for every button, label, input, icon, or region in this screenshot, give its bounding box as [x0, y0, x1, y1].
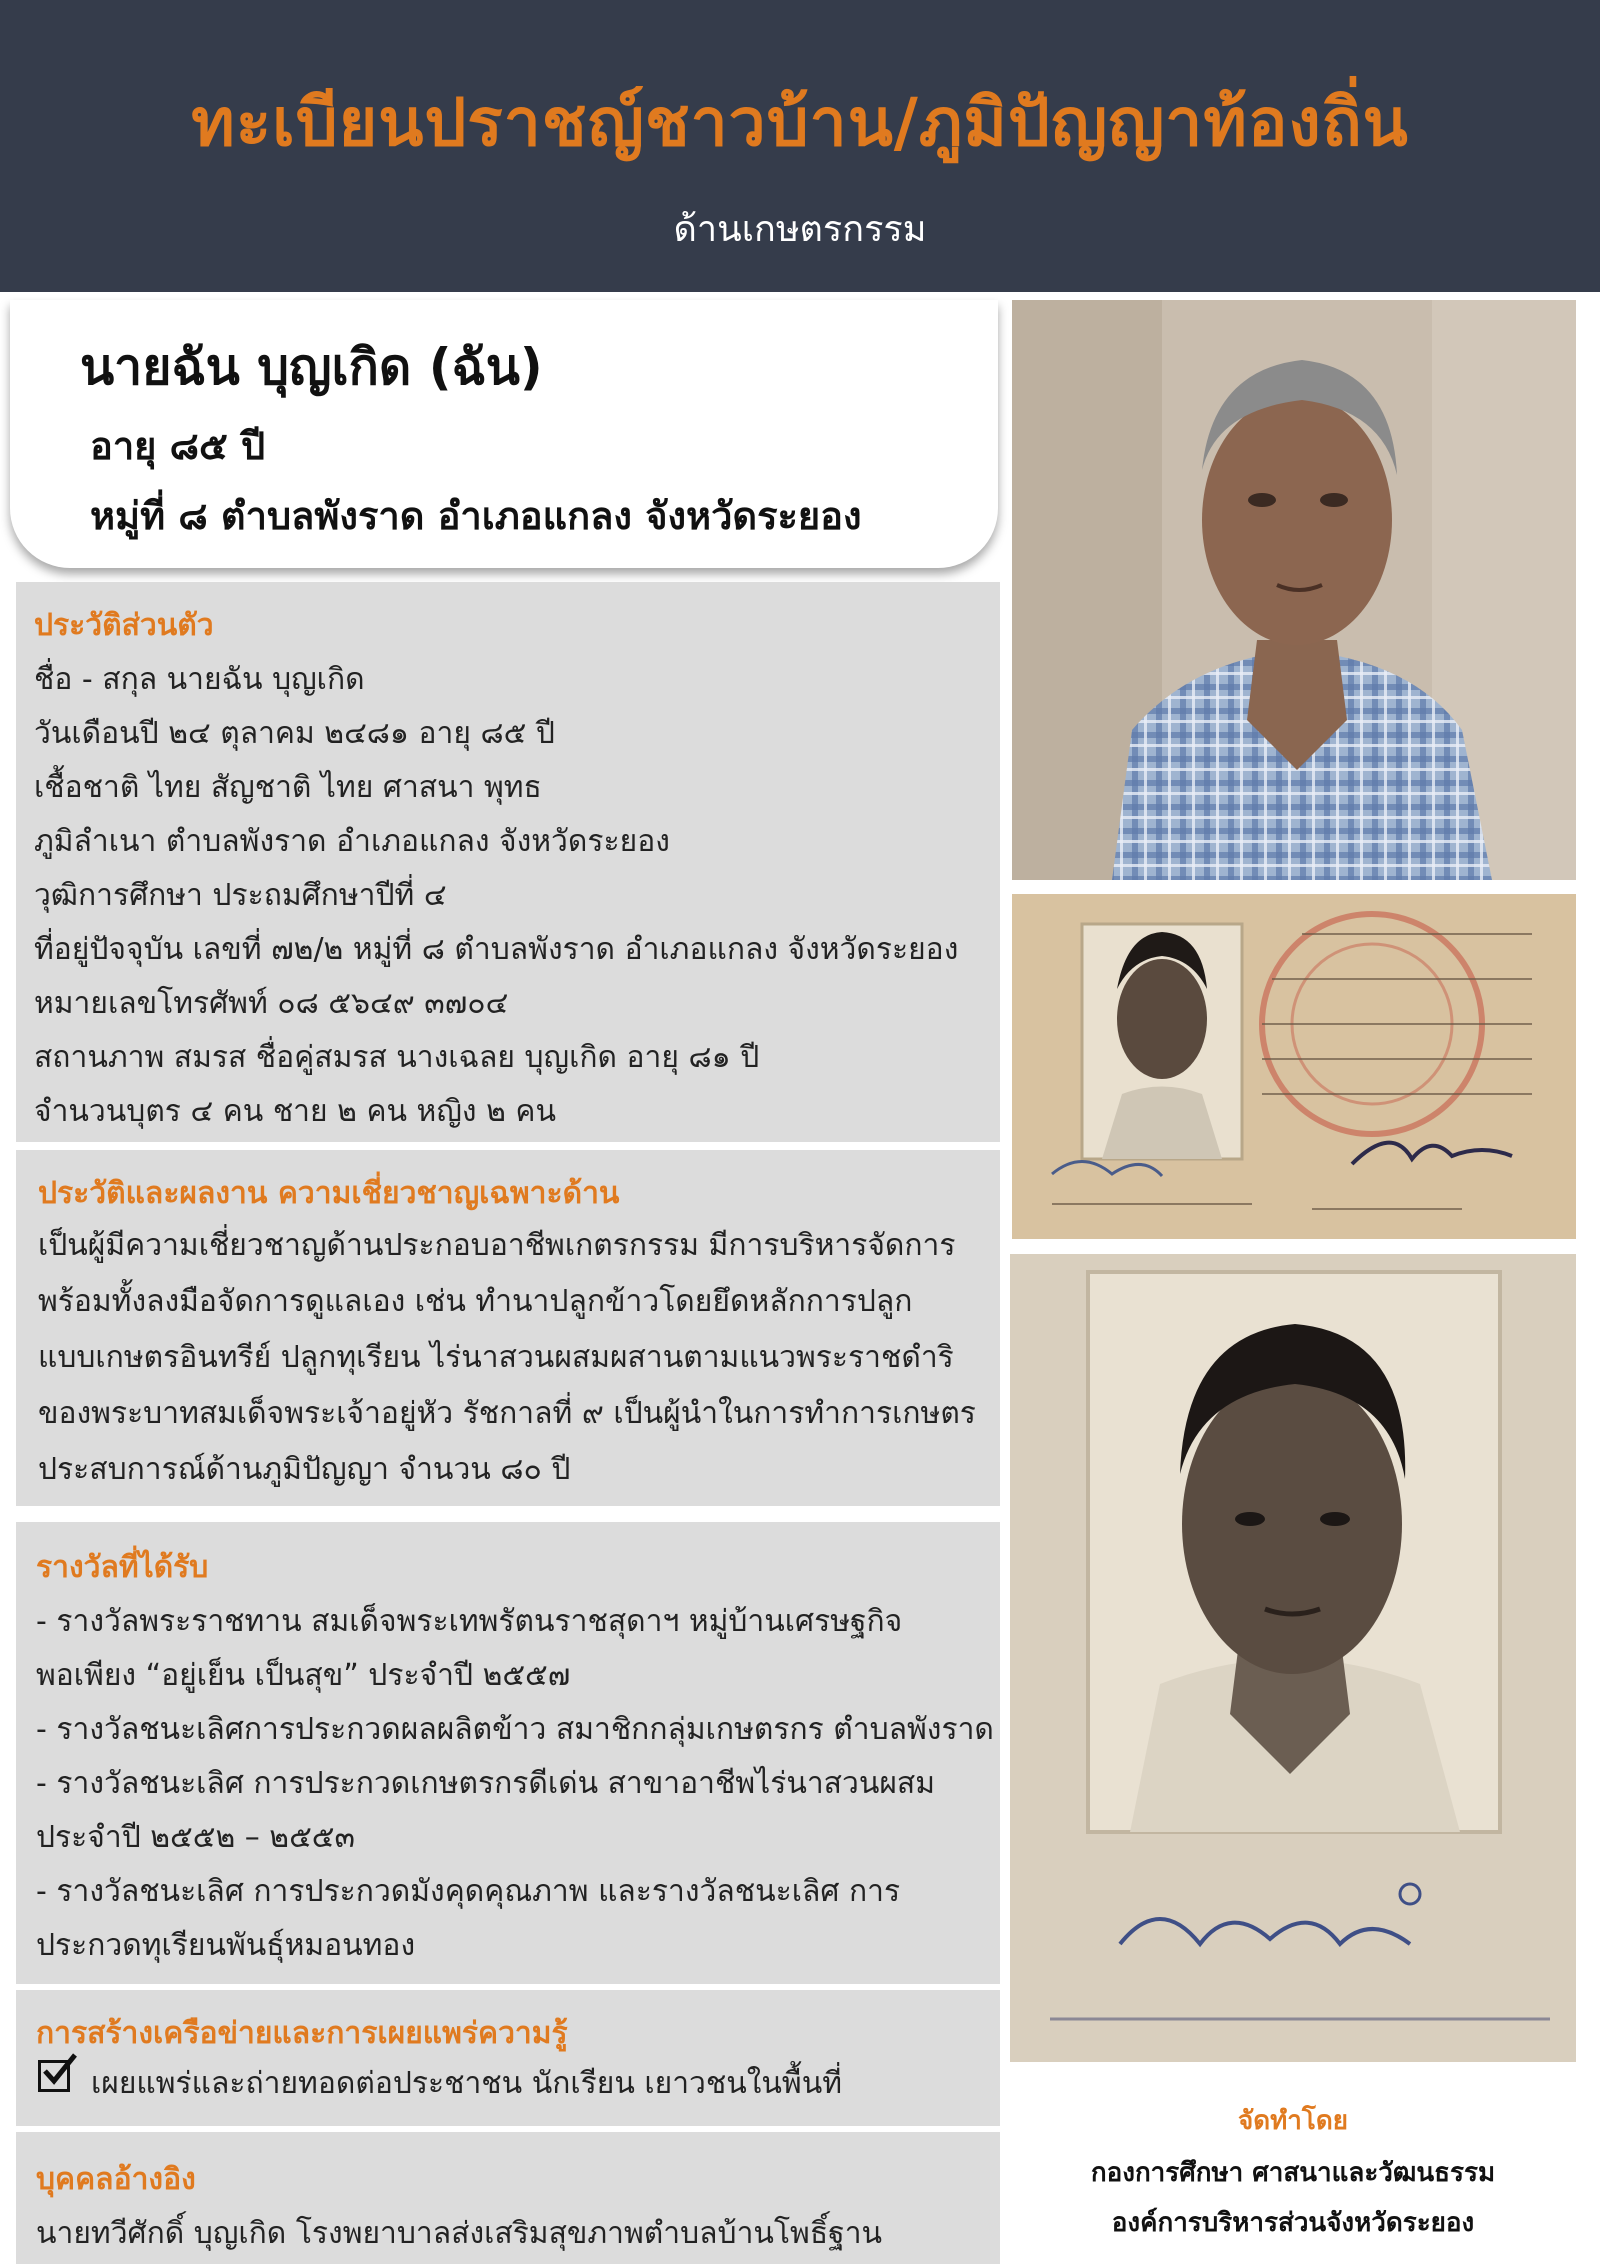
- award-line: พอเพียง “อยู่เย็น เป็นสุข” ประจำปี ๒๕๕๗: [36, 1658, 571, 1693]
- personal-info-line: ชื่อ - สกุล นายฉัน บุญเกิด: [34, 662, 365, 697]
- personal-info-panel: [16, 582, 1000, 1142]
- expertise-line: เป็นผู้มีความเชี่ยวชาญด้านประกอบอาชีพเกตรกรรม มีการบริหารจัดการ: [38, 1228, 956, 1263]
- personal-info-line: วันเดือนปี ๒๔ ตุลาคม ๒๔๘๑ อายุ ๘๕ ปี: [34, 716, 555, 751]
- network-heading: การสร้างเครือข่ายและการเผยแพร่ความรู้: [36, 2016, 568, 2051]
- reference-heading: บุคคลอ้างอิง: [36, 2162, 196, 2197]
- checkbox-checked-icon: [38, 2060, 70, 2092]
- credit-heading: จัดทำโดย: [1238, 2106, 1348, 2136]
- network-item: เผยแพร่และถ่ายทอดต่อประชาชน นักเรียน เยาวชนในพื้นที่: [91, 2066, 842, 2101]
- expertise-line: ประสบการณ์ด้านภูมิปัญญา จำนวน ๘๐ ปี: [38, 1452, 571, 1487]
- old-id-card-photo: [1012, 894, 1576, 1239]
- expertise-line: แบบเกษตรอินทรีย์ ปลูกทุเรียน ไร่นาสวนผสมผสานตามแนวพระราชดำริ: [38, 1340, 954, 1375]
- award-line: - รางวัลชนะเลิศ การประกวดมังคุดคุณภาพ และรางวัลชนะเลิศ การ: [36, 1874, 901, 1909]
- credit-line-1: กองการศึกษา ศาสนาและวัฒนธรรม: [1090, 2158, 1496, 2188]
- expertise-line: ของพระบาทสมเด็จพระเจ้าอยู่หัว รัชกาลที่ ๙ เป็นผู้นำในการทำการเกษตร: [38, 1396, 976, 1431]
- profile-card: [10, 300, 998, 568]
- personal-info-line: หมายเลขโทรศัพท์ ๐๘ ๕๖๔๙ ๓๗๐๔: [34, 986, 509, 1021]
- profile-age: อายุ ๘๕ ปี: [90, 424, 266, 468]
- expertise-panel: [16, 1150, 1000, 1506]
- credit-line-2: องค์การบริหารส่วนจังหวัดระยอง: [1111, 2208, 1475, 2238]
- reference-text: นายทวีศักดิ์ บุญเกิด โรงพยาบาลส่งเสริมสุขภาพตำบลบ้านโพธิ์ฐาน: [36, 2216, 883, 2251]
- profile-name: นายฉัน บุญเกิด (ฉัน): [80, 338, 543, 396]
- expertise-line: พร้อมทั้งลงมือจัดการดูแลเอง เช่น ทำนาปลูกข้าวโดยยึดหลักการปลูก: [38, 1284, 913, 1319]
- personal-info-line: เชื้อชาติ ไทย สัญชาติ ไทย ศาสนา พุทธ: [34, 770, 542, 805]
- personal-info-line: วุฒิการศึกษา ประถมศึกษาปีที่ ๔: [34, 878, 447, 913]
- portrait-photo: [1012, 300, 1576, 880]
- award-line: ประกวดทุเรียนพันธุ์หมอนทอง: [36, 1928, 416, 1963]
- award-line: ประจำปี ๒๕๕๒ – ๒๕๕๓: [36, 1820, 355, 1855]
- reference-panel: [16, 2132, 1000, 2264]
- network-panel: [16, 1990, 1000, 2126]
- expertise-heading: ประวัติและผลงาน ความเชี่ยวชาญเฉพาะด้าน: [38, 1176, 620, 1211]
- awards-panel: [16, 1522, 1000, 1984]
- page-title: ทะเบียนปราชญ์ชาวบ้าน/ภูมิปัญญาท้องถิ่น: [191, 84, 1409, 161]
- award-line: - รางวัลชนะเลิศ การประกวดเกษตรกรดีเด่น สาขาอาชีพไร่นาสวนผสม: [36, 1766, 936, 1801]
- personal-info-line: จำนวนบุตร ๔ คน ชาย ๒ คน หญิง ๒ คน: [34, 1094, 556, 1129]
- page-header: [0, 0, 1600, 292]
- personal-info-heading: ประวัติส่วนตัว: [34, 608, 214, 643]
- personal-info-line: ที่อยู่ปัจจุบัน เลขที่ ๗๒/๒ หมู่ที่ ๘ ตำบลพังราด อำเภอแกลง จังหวัดระยอง: [34, 932, 959, 967]
- profile-address: หมู่ที่ ๘ ตำบลพังราด อำเภอแกลง จังหวัดระยอง: [90, 494, 862, 538]
- personal-info-line: ภูมิลำเนา ตำบลพังราด อำเภอแกลง จังหวัดระยอง: [34, 824, 670, 859]
- page-subtitle: ด้านเกษตรกรรม: [673, 209, 927, 250]
- old-portrait-closeup-photo: [1010, 1254, 1576, 2062]
- award-line: - รางวัลชนะเลิศการประกวดผลผลิตข้าว สมาชิกกลุ่มเกษตรกร ตำบลพังราด: [36, 1712, 994, 1747]
- personal-info-line: สถานภาพ สมรส ชื่อคู่สมรส นางเฉลย บุญเกิด อายุ ๘๑ ปี: [34, 1040, 760, 1075]
- award-line: - รางวัลพระราชทาน สมเด็จพระเทพรัตนราชสุดาฯ หมู่บ้านเศรษฐกิจ: [36, 1604, 903, 1639]
- awards-heading: รางวัลที่ได้รับ: [36, 1550, 209, 1585]
